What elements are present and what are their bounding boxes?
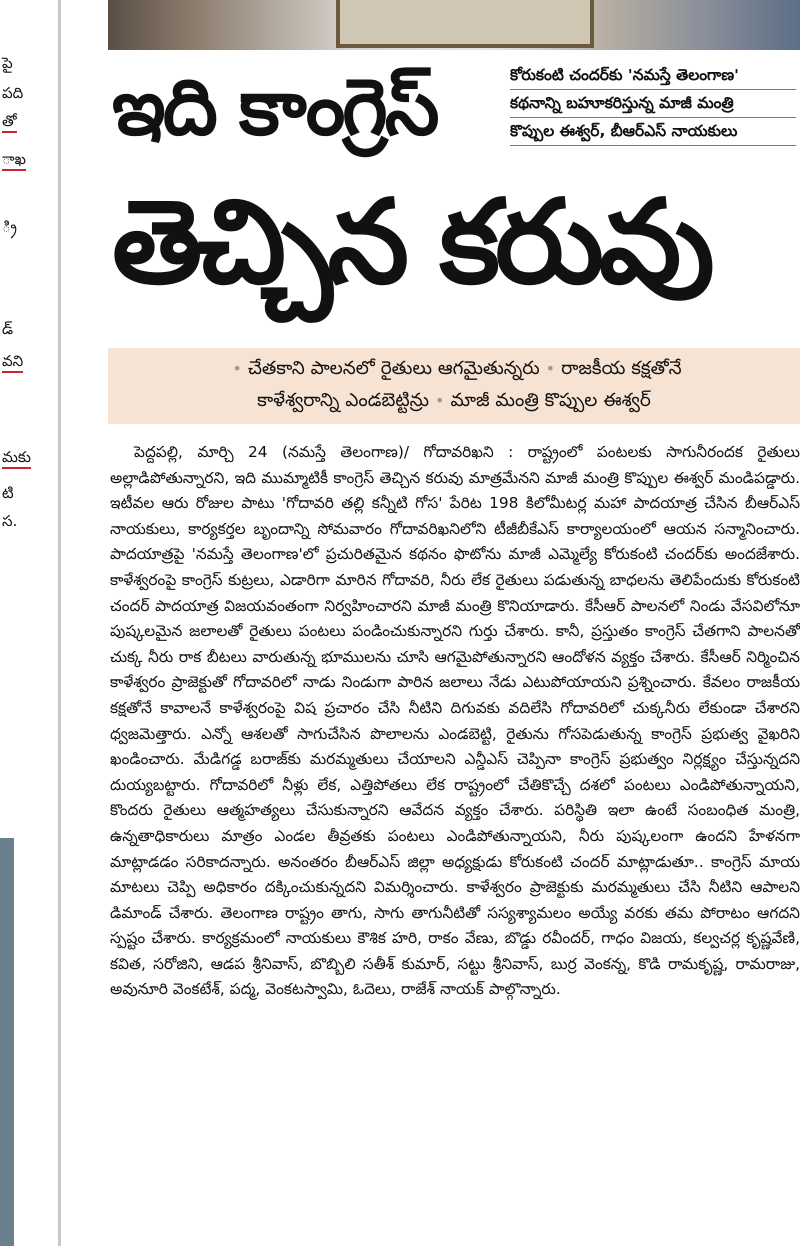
- highlight-line: [108, 386, 800, 416]
- next-article-edge: [110, 1232, 800, 1246]
- highlight-text: చేతకాని పాలనలో రైతులు ఆగమైతున్నరు: [247, 358, 540, 379]
- bullet-icon: •: [435, 391, 445, 410]
- left-fragment: పై: [2, 54, 13, 72]
- left-fragment: ాఖ: [2, 150, 26, 171]
- highlight-text: మాజీ మంత్రి కొప్పుల ఈశ్వర్‌: [450, 390, 651, 411]
- photo-caption: [510, 62, 796, 146]
- photo-frame-graphic: [336, 0, 594, 48]
- adjacent-image-edge: [0, 838, 14, 1246]
- left-fragment: స.: [2, 512, 18, 530]
- bullet-icon: •: [232, 359, 242, 378]
- highlight-line: [108, 354, 800, 384]
- headline-line-1: ఇది కాంగ్రెస్: [112, 63, 437, 153]
- left-fragment: వని: [2, 352, 23, 373]
- caption-line: కొప్పుల ఈశ్వర్‌, బీఆర్‌ఎస్‌ నాయకులు: [510, 118, 796, 146]
- caption-line: కథనాన్ని బహూకరిస్తున్న మాజీ మంత్రి: [510, 90, 796, 118]
- left-fragment: ్రి: [2, 218, 17, 236]
- highlight-text: రాజకీయ కక్షతోనే: [561, 358, 682, 379]
- news-photo: [108, 0, 800, 50]
- highlight-text: కాళేశ్వరాన్ని ఎండబెట్టిన్రు: [257, 390, 430, 411]
- caption-line: కోరుకంటి చందర్‌కు 'నమస్తే తెలంగాణ': [510, 62, 796, 90]
- left-fragment: పది: [2, 84, 24, 102]
- headline-line-2: తెచ్చిన కరువు: [112, 175, 710, 310]
- left-fragment: తో: [2, 112, 17, 133]
- left-fragment: మకు: [2, 448, 31, 469]
- bullet-icon: •: [545, 359, 556, 378]
- highlights-box: [108, 348, 800, 424]
- left-fragment: డ్: [2, 320, 14, 338]
- article-body: పెద్దపల్లి, మార్చి 24 (నమస్తే తెలంగాణ)/ గోదావరిఖని : రాష్ట్రంలో పంటలకు సాగునీరందక రైతులు అల్లాడిపోతున్నారని, ఇది ముమ్మాటికీ కాంగ్రెస్‌ తెచ్చిన కరువు మాత్రమేనని మాజీ మంత్రి కొప్పుల ఈశ్వర్‌ మండిపడ్డారు. ఇటీవల ఆరు రోజుల పాటు 'గోదావరి తల్లి కన్నీటి గోస' పేరిట 198 కిలోమీటర్ల మహా పాదయాత్ర చేసిన బీఆర్‌ఎస్‌ నాయకులు, కార్యకర్తల బృందాన్ని సోమవారం గోదావరిఖనిలోని టీజీబీకేఎస్‌ కార్యాలయంలో ఆయన సన్మానించారు. పాదయాత్రపై 'నమస్తే తెలంగాణ'లో ప్రచురితమైన కథనం ఫొటోను మాజీ ఎమ్మెల్యే కోరుకంటి చందర్‌కు అందజేశారు. కాళేశ్వరంపై కాంగ్రెస్‌ కుట్రలు, ఎడారిగా మారిన గోదావరి, నీరు లేక రైతులు పడుతున్న బాధలను తెలిపేందుకు కోరుకంటి చందర్‌ పాదయాత్ర విజయవంతంగా నిర్వహించారని మాజీ మంత్రి కొనియాడారు. కేసీఆర్‌ పాలనలో నిండు వేసవిలోనూ పుష్కలమైన జలాలతో రైతులు పంటలు పండించుకున్నారని గుర్తు చేశారు. కానీ, ప్రస్తుతం కాంగ్రెస్‌ చేతగాని పాలనతో చుక్క నీరు రాక బీటలు వారుతున్న భూములను చూసి ఆగమైపోతున్నారని ఆందోళన వ్యక్తం చేశారు. కేసీఆర్‌ నిర్మించిన కాళేశ్వరం ప్రాజెక్టుతో గోదావరిలో నాడు నిండుగా పారిన జలాలు నేడు ఎటుపోయాయని ప్రశ్నించారు. కేవలం రాజకీయ కక్షతోనే కావాలనే కాళేశ్వరంపై విష ప్రచారం చేసి నీటిని దిగువకు వదిలేసి గోదావరిలో చుక్కనీరు లేకుండా చేశారని ధ్వజమెత్తారు. ఎన్నో ఆశలతో సాగుచేసిన పొలాలను ఎండబెట్టి, రైతును గోసపెడుతున్న కాంగ్రెస్‌ ప్రభుత్వ వైఖరిని ఖండించారు. మేడిగడ్డ బరాజ్‌కు మరమ్మతులు చేయాలని ఎన్డీఎస్‌ చెప్పినా కాంగ్రెస్‌ ప్రభుత్వం నిర్లక్ష్యం చేస్తున్నదని దుయ్యబట్టారు. గోదావరిలో నీళ్లు లేక, ఎత్తిపోతలు లేక రాష్ట్రంలో చేతికొచ్చే దశలో పంటలు ఎండిపోతున్నాయని, కొందరు రైతులు ఆత్మహత్యలు చేసుకున్నారని ఆవేదన వ్యక్తం చేశారు. పరిస్థితి ఇలా ఉంటే సంబంధిత మంత్రి, ఉన్నతాధికారులు మాత్రం ఎండల తీవ్రతకు పంటలు ఎండిపోతున్నాయని, నీరు పుష్కలంగా ఉందని హేళనగా మాట్లాడడం సరికాదన్నారు. అనంతరం బీఆర్‌ఎస్‌ జిల్లా అధ్యక్షుడు కోరుకంటి చందర్‌ మాట్లాడుతూ.. కాంగ్రెస్‌ మాయ మాటలు చెప్పి అధికారం దక్కించుకున్నదని విమర్శించారు. కాళేశ్వరం ప్రాజెక్టుకు మరమ్మతులు చేసి నీటిని ఆపాలని డిమాండ్‌ చేశారు. తెలంగాణ రాష్ట్రం తాగు, సాగు తాగునీటితో సస్యశ్యామలం అయ్యే వరకు తమ పోరాటం ఆగదని స్పష్టం చేశారు. కార్యక్రమంలో నాయకులు కౌశిక హరి, రాకం వేణు, బొడ్డు రవీందర్‌, గాధం విజయ, కల్వచర్ల కృష్ణవేణి, కవిత, సరోజిని, ఆడప శ్రీనివాస్‌, బొబ్బిలి సతీశ్‌ కుమార్‌, సట్టు శ్రీనివాస్‌, బుర్ర వెంకన్న, కొడి రామకృష్ణ, రామరాజు, అవునూరి వెంకటేశ్‌, పద్మ, వెంకటస్వామి, ఓదెలు, రాజేశ్‌ నాయక్‌ పాల్గొన్నారు.: [110, 443, 800, 999]
- left-fragment: టి: [2, 484, 14, 502]
